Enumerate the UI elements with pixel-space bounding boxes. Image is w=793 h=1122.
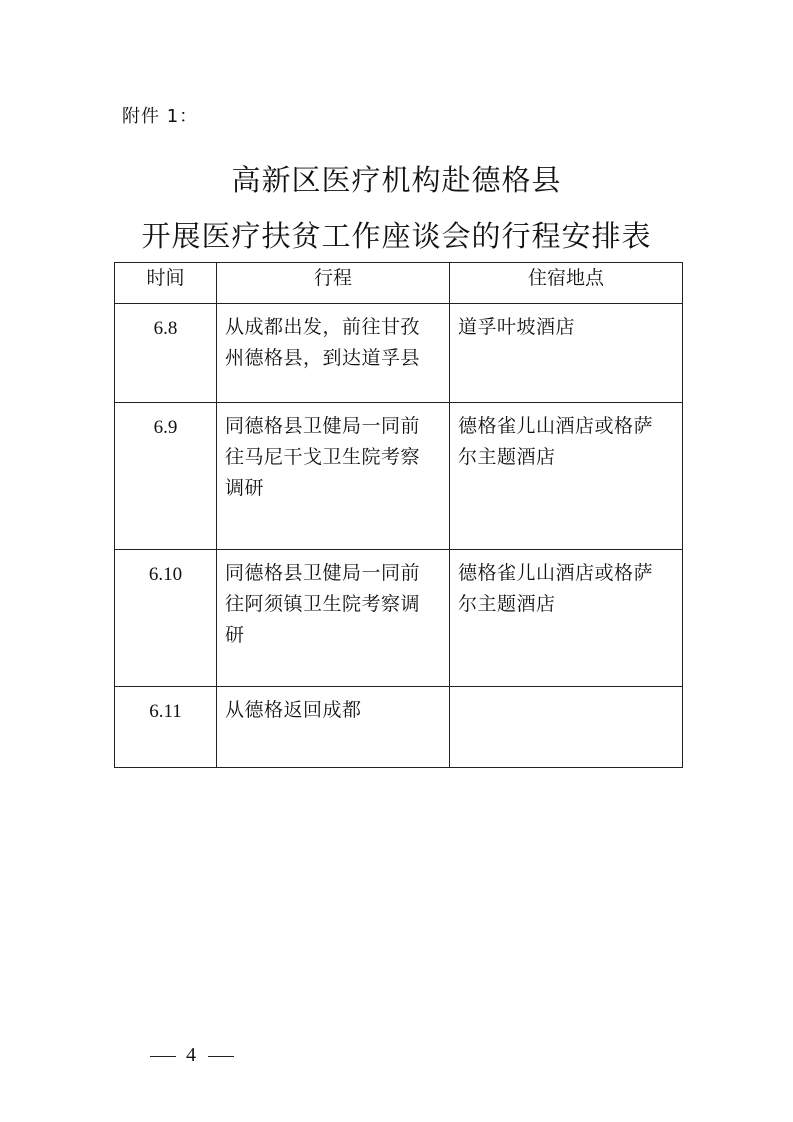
itinerary-table: [114, 262, 683, 768]
row-lodging: [450, 403, 683, 550]
header-lodging: 住宿地点: [450, 263, 683, 304]
page-number: 4: [186, 1044, 198, 1066]
itinerary-line: 同德格县卫健局一同前: [225, 562, 421, 584]
row-itinerary: [217, 687, 450, 768]
footer-dash-right: [208, 1056, 234, 1057]
table-header-row: [115, 263, 683, 304]
document-title-line-1: 高新区医疗机构赴德格县: [231, 163, 562, 197]
itinerary-line: 研: [225, 624, 245, 646]
row-date: 6.8: [115, 304, 217, 403]
row-itinerary: [217, 304, 450, 403]
row-itinerary: [217, 403, 450, 550]
lodging-line: 德格雀儿山酒店或格萨: [458, 415, 654, 437]
lodging-line: 尔主题酒店: [458, 446, 556, 468]
itinerary-line: 调研: [225, 477, 265, 499]
table-row: [115, 403, 683, 550]
row-lodging: [450, 550, 683, 687]
row-lodging: [450, 304, 683, 403]
table-row: [115, 687, 683, 768]
page-footer: [140, 1044, 244, 1067]
itinerary-line: 州德格县，到达道孚县: [225, 347, 421, 369]
itinerary-line: 往阿须镇卫生院考察调: [225, 593, 421, 615]
row-itinerary: [217, 550, 450, 687]
attachment-label: 附件 1：: [122, 106, 199, 127]
itinerary-line: 同德格县卫健局一同前: [225, 415, 421, 437]
table-row: [115, 550, 683, 687]
lodging-line: 道孚叶坡酒店: [458, 316, 576, 338]
row-lodging: [450, 687, 683, 768]
row-date: 6.9: [115, 403, 217, 550]
header-itinerary: 行程: [217, 263, 450, 304]
document-title-line-2: 开展医疗扶贫工作座谈会的行程安排表: [141, 219, 652, 253]
table-row: [115, 304, 683, 403]
row-date: 6.11: [115, 687, 217, 768]
header-time: 时间: [115, 263, 217, 304]
lodging-line: 德格雀儿山酒店或格萨: [458, 562, 654, 584]
row-date: 6.10: [115, 550, 217, 687]
itinerary-line: 从德格返回成都: [225, 699, 362, 721]
lodging-line: 尔主题酒店: [458, 593, 556, 615]
itinerary-line: 往马尼干戈卫生院考察: [225, 446, 421, 468]
itinerary-line: 从成都出发，前往甘孜: [225, 316, 421, 338]
footer-dash-left: [150, 1056, 176, 1057]
